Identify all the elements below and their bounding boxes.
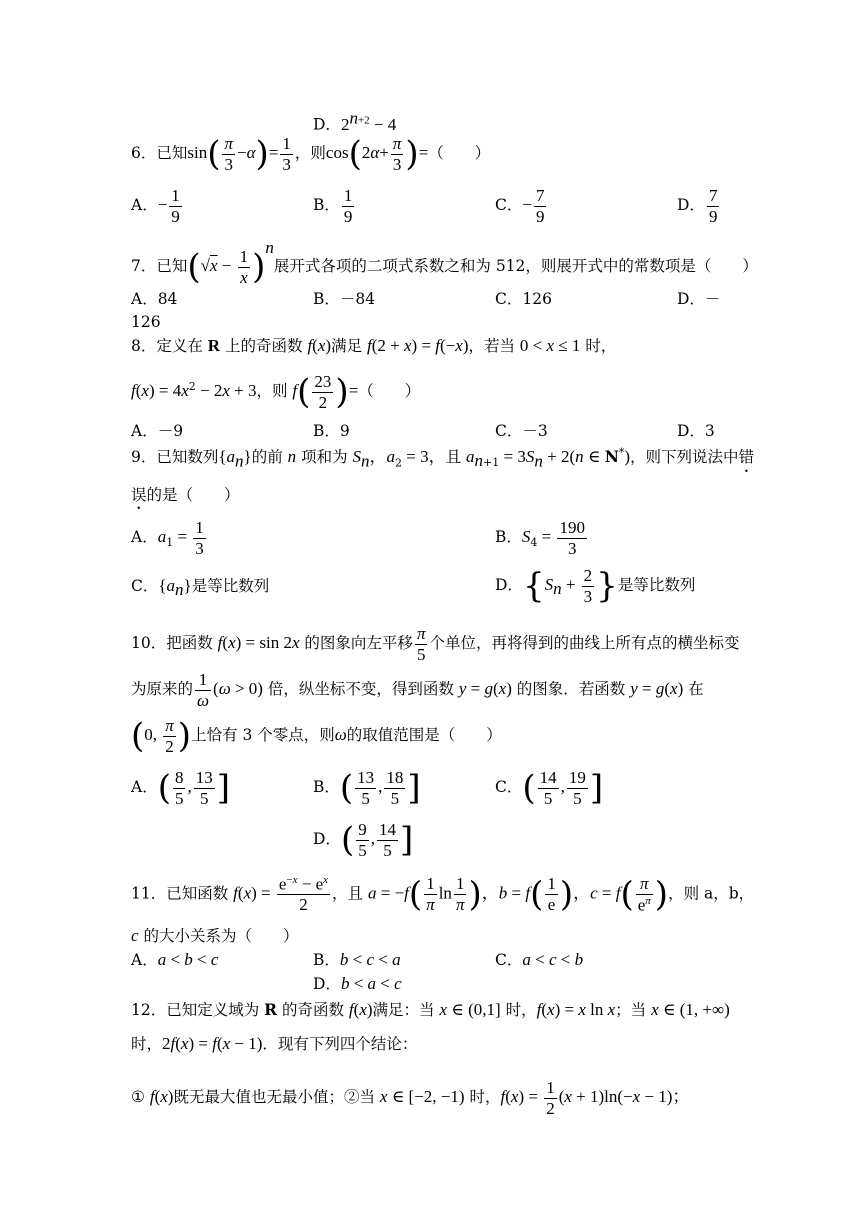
- q11-stem-line2: c 的大小关系为（ ）: [131, 926, 299, 945]
- q10-stem-line3: (0, $\frac{\pi}{2}$ )上恰有 3 个零点，则ω的取值范围是（ ）: [131, 716, 502, 757]
- q6-option-c: C．− $\frac{7}{9}$: [495, 186, 545, 226]
- q6-option-b: B． $\frac{1}{9}$: [313, 186, 353, 226]
- q7-option-c: C．126: [495, 290, 552, 308]
- q6-option-d: D． $\frac{7}{9}$: [677, 186, 718, 226]
- q11-stem-line1: 11．已知函数 f(x) = $\frac{e^{-x} - e^x}{2}$ ，且 a = −f( $\frac{1}{\pi}$ ln $\frac{1}{\pi}$ )，b = f( $\frac{1}{e}$ )，c = f( $\frac{\pi}{e^\pi}$ )，则 a，b，: [131, 874, 755, 915]
- q10-option-c: C．( $\frac{14}{5}$ , $\frac{19}{5}$ ]: [495, 768, 604, 809]
- q8-stem-line1: 8．定义在 R 上的奇函数 f(x)满足 f(2 + x) = f(−x)，若当 0 < x ≤ 1 时，: [131, 336, 617, 355]
- q9-stem-line2: 误的是（ ）: [131, 486, 240, 504]
- q7-option-a: A．84: [131, 290, 178, 308]
- q8-stem-line2: $f(x) = 4x^2 - 2x + 3$，则 f( $\frac{23}{2}$ )=（ ）: [131, 372, 421, 413]
- q11-option-a: A．a < b < c: [131, 950, 219, 969]
- q12-stem-line1: 12．已知定义域为 R 的奇函数 f(x)满足：当 x ∈ (0,1] 时，f(x) = x ln x；当 x ∈ (1, +∞): [131, 1000, 730, 1019]
- q8-option-d: D．3: [677, 422, 715, 440]
- q10-stem-line1: 10．把函数 f(x) = sin 2x 的图象向左平移 $\frac{\pi}{5}$ 个单位，再将得到的曲线上所有点的横坐标变: [131, 624, 740, 664]
- q10-option-b: B．( $\frac{13}{5}$ , $\frac{18}{5}$ ]: [313, 768, 421, 809]
- q9-option-d: D．{$S_n$ + $\frac{2}{3}$ }是等比数列: [495, 566, 696, 607]
- q9-option-b: B．$S_4$ = $\frac{190}{3}$: [495, 518, 585, 558]
- q11-option-c: C．a < c < b: [495, 950, 584, 969]
- q8-option-c: C．－3: [495, 422, 548, 440]
- q7-option-d: D．－: [677, 290, 721, 308]
- q9-option-c: C．$\{a_n\}$是等比数列: [131, 576, 270, 600]
- q12-conclusions: ① f(x)既无最大值也无最小值；②当 x ∈ [−2, −1) 时，f(x) = $\frac{1}{2}$ (x + 1)ln(−x − 1)；: [131, 1078, 690, 1118]
- q11-option-d: D．b < a < c: [313, 974, 402, 993]
- q9-option-a: A．$a_1$ = $\frac{1}{3}$: [131, 518, 204, 558]
- q10-option-d: D．( $\frac{9}{5}$ , $\frac{14}{5}$ ]: [313, 820, 414, 861]
- q6-stem: 6．已知sin( $\frac{\pi}{3}$ −α)= $\frac{1}{3}$ ，则cos(2α+ $\frac{\pi}{3}$ )=（ ）: [131, 134, 491, 175]
- q7-stem: 7．已知(√x − $\frac{1}{x}$ )$^n$展开式各项的二项式系数之和为 512，则展开式中的常数项是（ ）: [131, 238, 758, 287]
- q5-option-d: D．$2^{n+2} - 4$: [313, 108, 397, 134]
- q8-option-a: A．－9: [131, 422, 184, 440]
- q11-option-b: B．b < c < a: [313, 950, 401, 969]
- q12-stem-line2: 时，2f(x) = f(x − 1)．现有下列四个结论：: [131, 1034, 418, 1053]
- q10-option-a: A．( $\frac{8}{5}$ , $\frac{13}{5}$ ]: [131, 768, 230, 809]
- q7-option-b: B．－84: [313, 290, 376, 308]
- q7-option-d-wrap: 126: [131, 313, 161, 331]
- q10-stem-line2: 为原来的 $\frac{1}{\omega}$ (ω > 0) 倍，纵坐标不变，得到函数 y = g(x) 的图象．若函数 y = g(x) 在: [131, 670, 704, 710]
- q9-stem-line1: 9．已知数列$\{a_n\}$的前 n 项和为 $S_n$，$a_2 = 3$，且 $a_{n+1} = 3S_n + 2(n$ ∈ N*)，则下列说法中错: [131, 446, 755, 471]
- q8-option-b: B．9: [313, 422, 350, 440]
- q6-option-a: A．− $\frac{1}{9}$: [131, 186, 180, 226]
